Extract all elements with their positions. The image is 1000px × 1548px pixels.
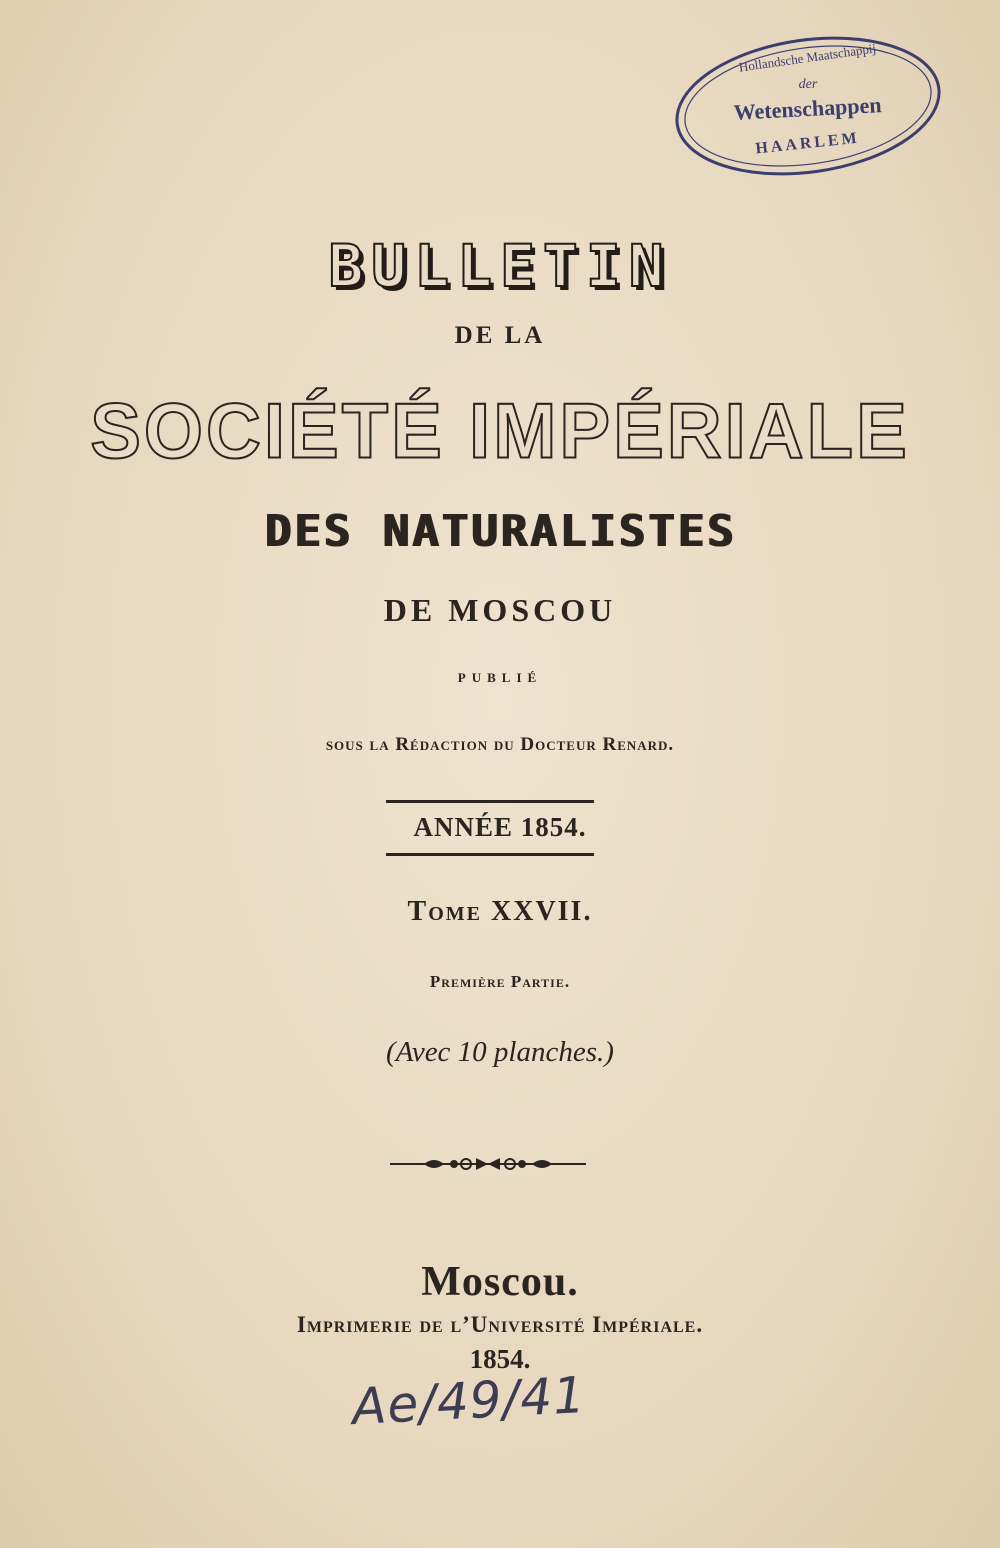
imprint-year: 1854.: [469, 1344, 531, 1374]
imprint-printer: Imprimerie de l’Université Impériale.: [296, 1312, 704, 1337]
planches-text: (Avec 10 planches.): [386, 1036, 614, 1068]
de-la-text: DE LA: [454, 322, 546, 349]
rule-bottom: [386, 853, 594, 856]
bulletin-heading: BULLETIN: [328, 232, 672, 300]
tome-text: Tome XXVII.: [407, 896, 593, 927]
ornament-divider: [390, 1152, 586, 1176]
naturalistes-heading: DES NATURALISTES: [264, 506, 736, 557]
stamp-der-text: der: [798, 77, 818, 92]
imprint-city: Moscou.: [421, 1259, 579, 1305]
rule-top: [386, 800, 594, 803]
publie-text: PUBLIÉ: [457, 670, 543, 685]
stamp-wetenschappen-text: Wetenschappen: [733, 92, 883, 125]
de-moscou-heading: DE MOSCOU: [383, 592, 617, 628]
societe-imperiale-heading: SOCIÉTÉ IMPÉRIALE: [90, 388, 910, 475]
redaction-text: sous la Rédaction du Docteur Renard.: [325, 734, 675, 755]
stamp-arc-text: Hollandsche Maatschappij: [737, 40, 877, 75]
handwritten-shelfmark: Ae/49/41: [350, 1365, 588, 1437]
stamp-haarlem-text: HAARLEM: [754, 129, 861, 158]
library-stamp: [668, 28, 948, 184]
annee-text: ANNÉE 1854.: [413, 812, 587, 842]
partie-text: Première Partie.: [429, 972, 571, 991]
